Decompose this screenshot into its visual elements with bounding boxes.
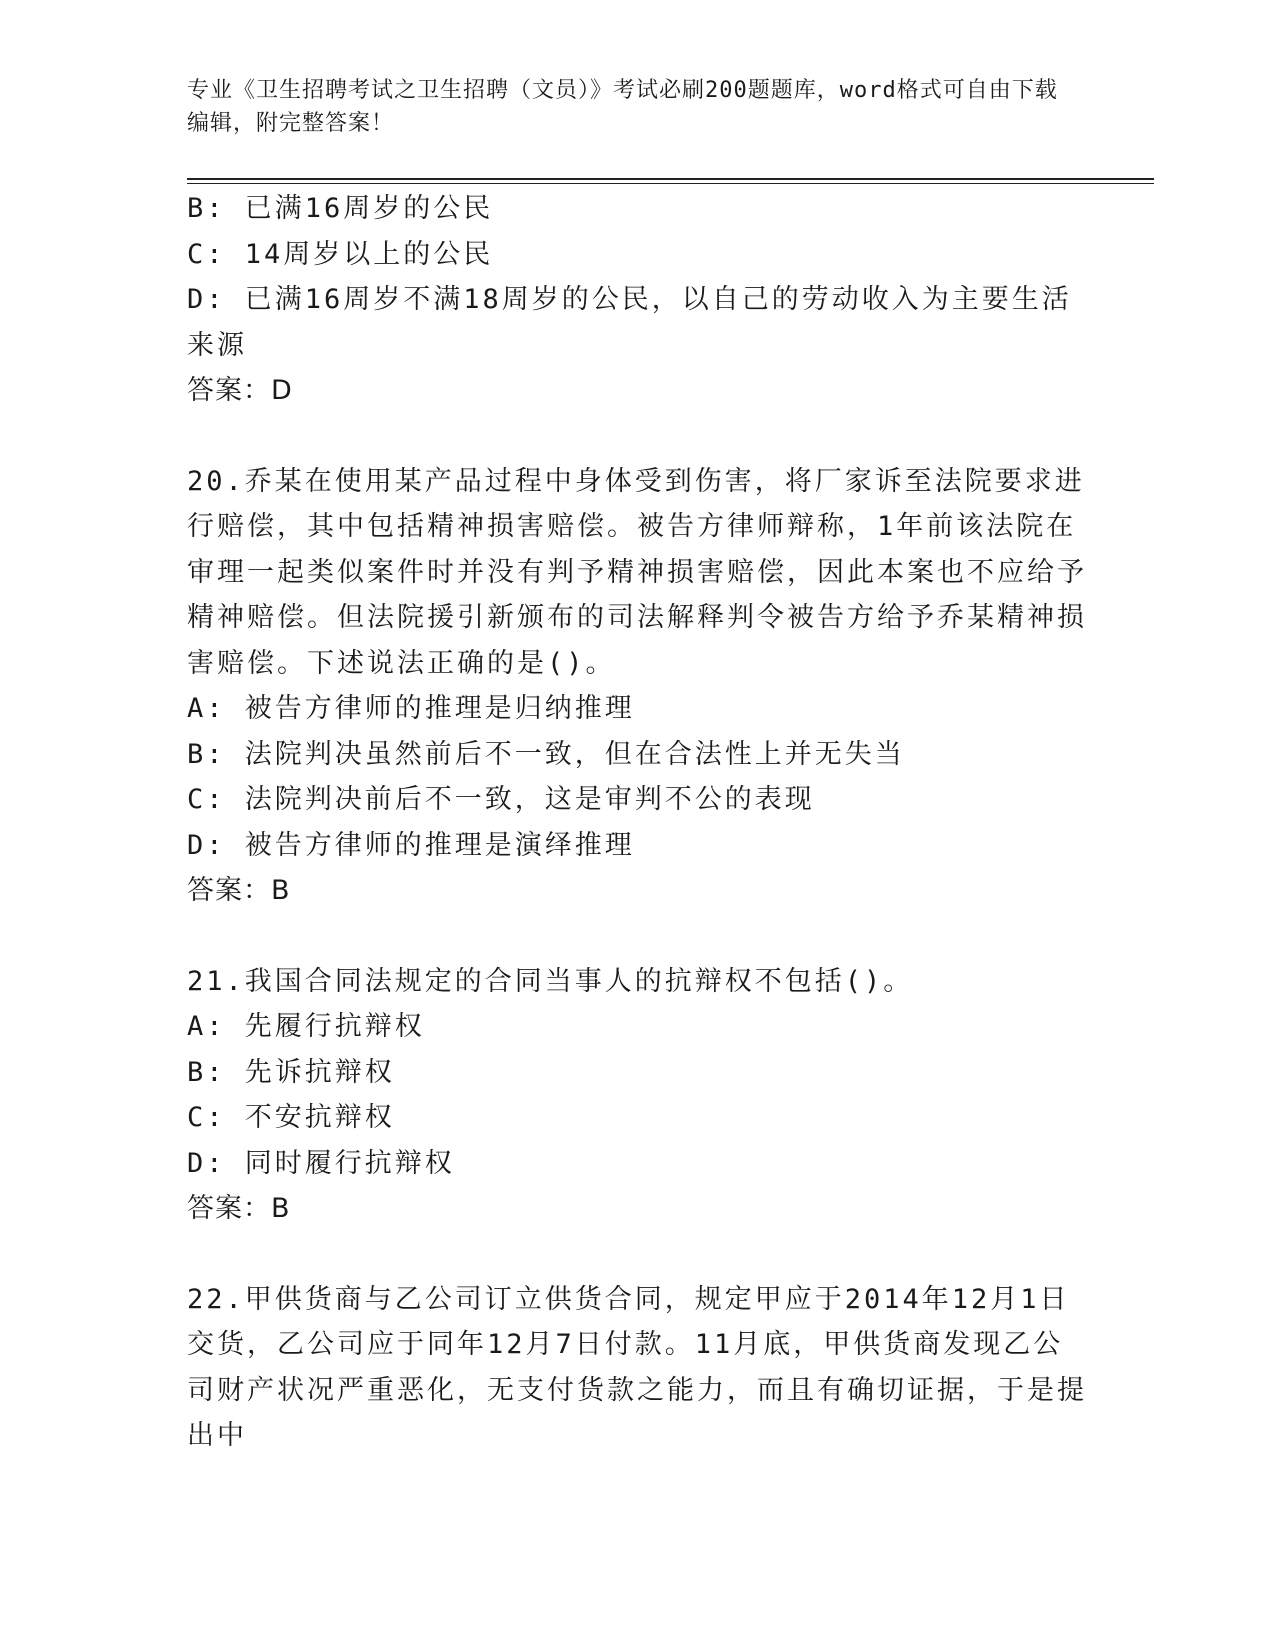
q21-option-a: A: 先履行抗辩权 xyxy=(187,1011,425,1042)
q19-option-d: D: 已满16周岁不满18周岁的公民，以自己的劳动收入为主要生活来源 xyxy=(187,284,1072,361)
spacer xyxy=(187,914,1087,959)
spacer xyxy=(187,414,1087,459)
q20-option-b: B: 法院判决虽然前后不一致，但在合法性上并无失当 xyxy=(187,738,905,770)
header-rule-thick xyxy=(187,178,1154,180)
q21-option-c: C: 不安抗辩权 xyxy=(187,1102,395,1133)
document-header xyxy=(187,74,1067,140)
q20-option-a: A: 被告方律师的推理是归纳推理 xyxy=(187,693,635,724)
q21-option-b: B: 先诉抗辩权 xyxy=(187,1056,395,1088)
header-title: 专业《卫生招聘考试之卫生招聘（文员）》考试必刷200题题库，word格式可自由下载编辑，附完整答案！ xyxy=(187,78,1058,136)
q20-answer: 答案：B xyxy=(187,875,291,906)
q20-option-c: C: 法院判决前后不一致，这是审判不公的表现 xyxy=(187,784,815,815)
q21-option-d: D: 同时履行抗辩权 xyxy=(187,1147,455,1179)
spacer xyxy=(187,1232,1087,1277)
header-rule-thin xyxy=(187,183,1154,184)
q19-option-c: C: 14周岁以上的公民 xyxy=(187,238,494,270)
q22-stem: 22.甲供货商与乙公司订立供货合同，规定甲应于2014年12月1日交货，乙公司应于同年12月7日付款。11月底，甲供货商发现乙公司财产状况严重恶化，无支付货款之能力，而且有确切证据，于是提出中 xyxy=(187,1283,1087,1451)
q20-stem: 20.乔某在使用某产品过程中身体受到伤害，将厂家诉至法院要求进行赔偿，其中包括精神损害赔偿。被告方律师辩称，1年前该法院在审理一起类似案件时并没有判予精神损害赔偿，因此本案也不应给予精神赔偿。但法院援引新颁布的司法解释判令被告方给予乔某精神损害赔偿。下述说法正确的是()。 xyxy=(187,465,1087,679)
q19-option-b: B: 已满16周岁的公民 xyxy=(187,193,494,224)
q21-answer: 答案：B xyxy=(187,1193,291,1224)
q21-stem: 21.我国合同法规定的合同当事人的抗辩权不包括()。 xyxy=(187,965,914,997)
q19-answer: 答案：D xyxy=(187,375,293,406)
document-body xyxy=(187,186,1087,1459)
q20-option-d: D: 被告方律师的推理是演绎推理 xyxy=(187,829,635,861)
